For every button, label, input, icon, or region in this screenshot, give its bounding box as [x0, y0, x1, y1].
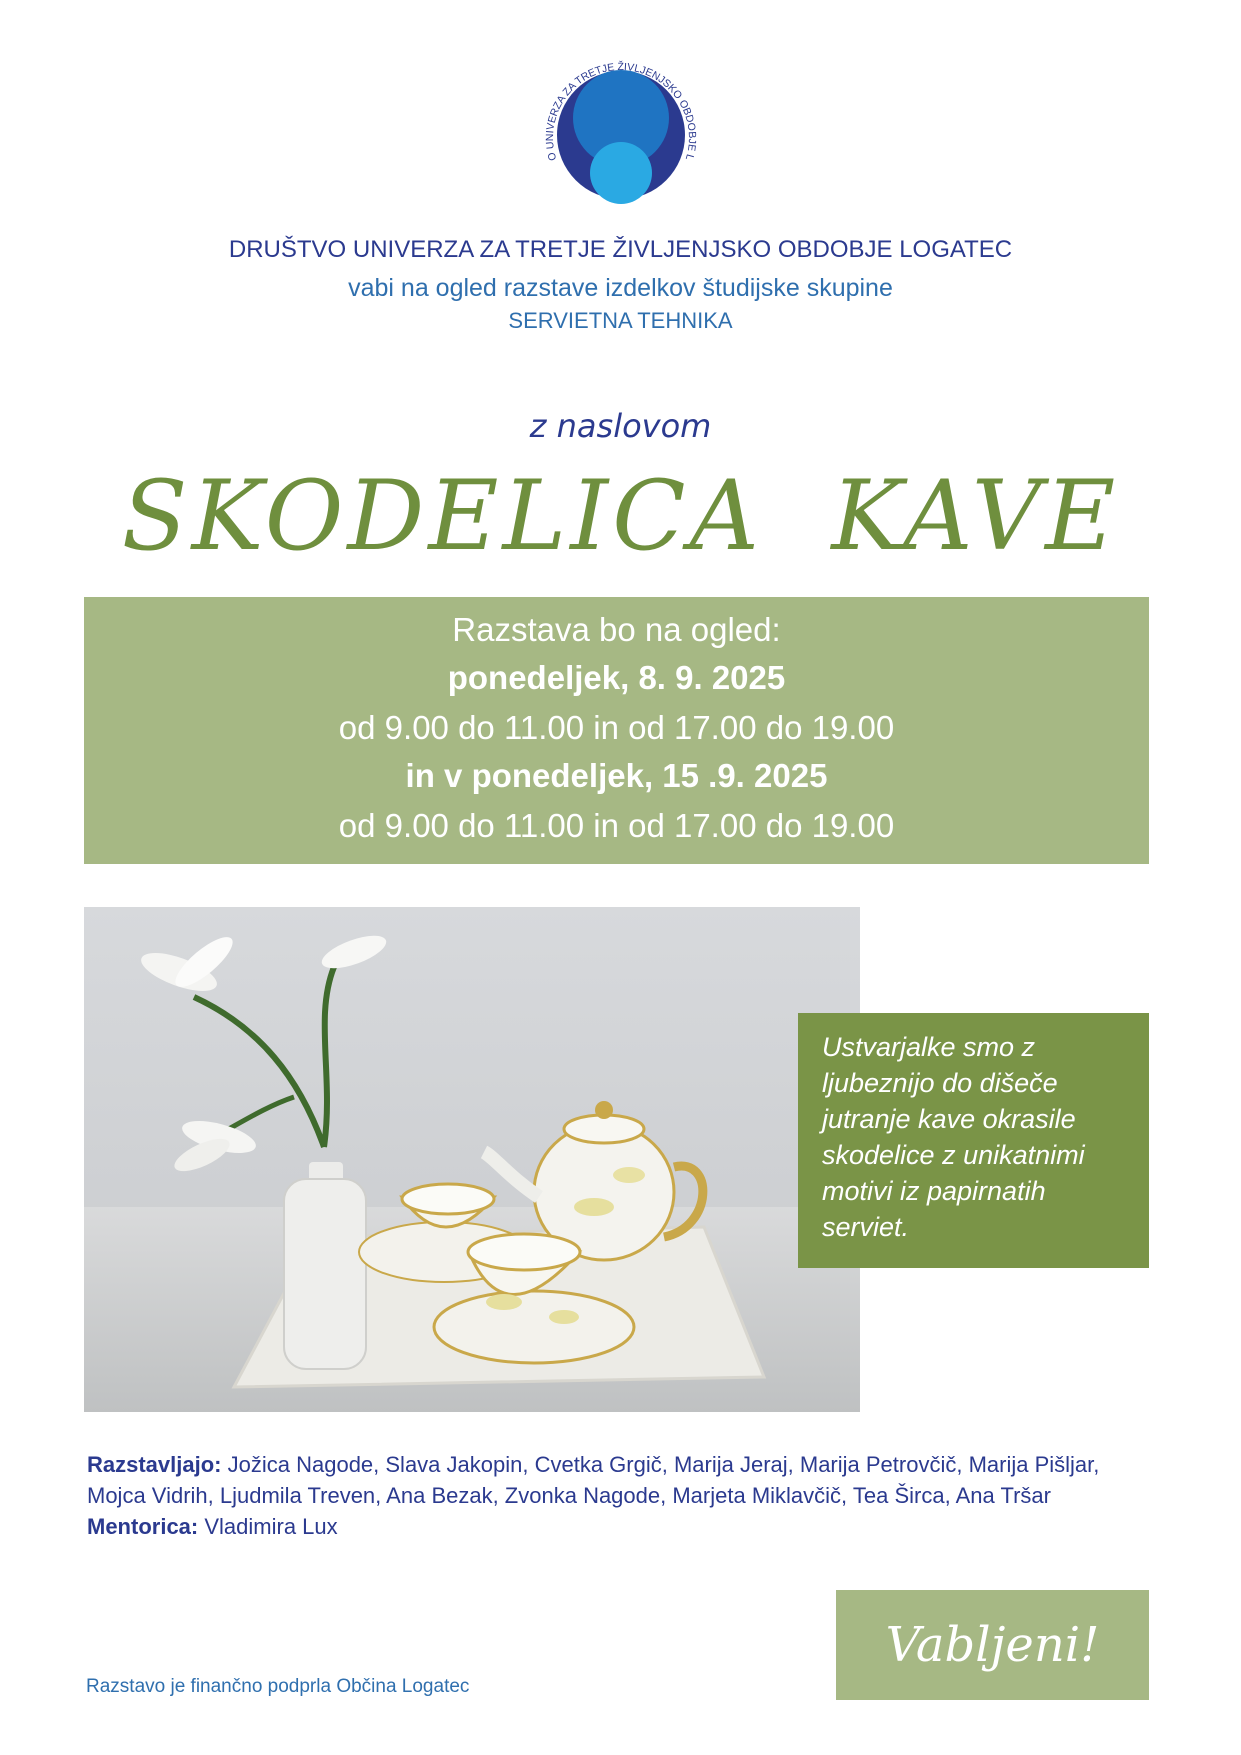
schedule-hours-1: od 9.00 do 11.00 in od 17.00 do 19.00 [338, 709, 895, 746]
description-box [798, 1013, 1149, 1268]
exhibition-title: SKODELICA KAVE [121, 460, 1120, 572]
description-text: Ustvarjalke smo z ljubeznijo do dišeče jutranje kave okrasile skodelice z unikatnimi motivi iz papirnatih serviet. [822, 1032, 1085, 1242]
study-group-name: SERVIETNA TEHNIKA [508, 308, 733, 333]
saucer-front [434, 1291, 634, 1363]
schedule-box [84, 597, 1149, 864]
organization-name: DRUŠTVO UNIVERZA ZA TRETJE ŽIVLJENJSKO OBDOBJE LOGATEC [228, 236, 1013, 263]
welcome-text: Vabljeni! [885, 1617, 1100, 1673]
exhibitors-list: Jožica Nagode, Slava Jakopin, Cvetka Grgič, Marija Jeraj, Marija Petrovčič, Marija Pišljar, Mojca Vidrih, Ljudmila Treven, Ana Bezak, Zvonka Nagode, Marjeta Miklavčič, Tea Širca, Ana Tršar [87, 1452, 1100, 1508]
exhibition-photo [84, 907, 860, 1412]
schedule-intro: Razstava bo na ogled: [452, 611, 781, 648]
mentor-name: Vladimira Lux [204, 1514, 338, 1539]
mentor-label: Mentorica: [87, 1514, 199, 1539]
photo-illustration [84, 907, 860, 1412]
title-intro: z naslovom [529, 407, 712, 445]
welcome-box [836, 1590, 1149, 1700]
logo-small-circle [590, 142, 652, 204]
mentor-paragraph [87, 1511, 1152, 1542]
invitation-line: vabi na ogled razstave izdelkov študijske skupine [348, 274, 893, 302]
schedule-date-2: in v ponedeljek, 15 .9. 2025 [405, 757, 828, 794]
exhibitors-paragraph [87, 1449, 1152, 1511]
exhibitors-label: Razstavljajo: [87, 1452, 222, 1477]
credits [87, 1449, 1152, 1542]
schedule-date-1: ponedeljek, 8. 9. 2025 [447, 659, 786, 696]
society-logo [530, 40, 712, 222]
sponsor-note: Razstavo je finančno podprla Občina Logatec [86, 1676, 470, 1697]
logo-ring-text: O UNIVERZA ZA TRETJE ŽIVLJENJSKO OBDOBJE L [543, 61, 699, 162]
white-vase [284, 1179, 366, 1369]
logo-graphic [530, 40, 712, 222]
schedule-hours-2: od 9.00 do 11.00 in od 17.00 do 19.00 [338, 807, 895, 844]
